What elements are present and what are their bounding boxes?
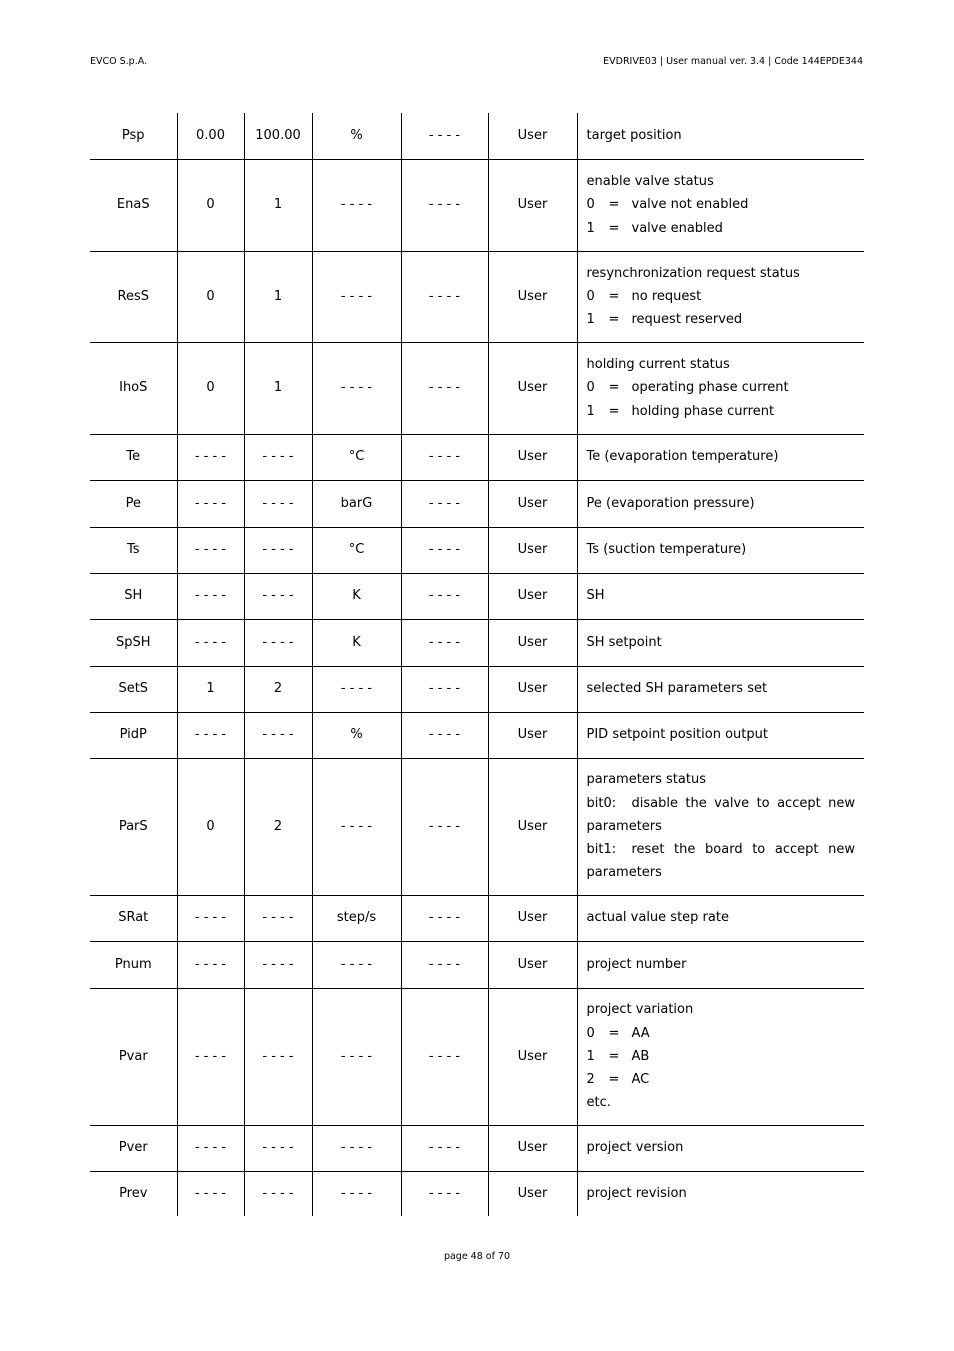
description-cell	[577, 666, 864, 712]
access-level-cell: User	[488, 758, 577, 895]
option-line	[587, 1068, 856, 1091]
param-label-cell: EnaS	[90, 159, 177, 251]
option-meaning: AB	[631, 1048, 650, 1064]
max-value-cell: 2	[244, 666, 312, 712]
description-cell	[577, 619, 864, 666]
bit-description-continued: parameters	[586, 818, 662, 834]
description-text: Pe (evaporation pressure)	[586, 495, 755, 511]
max-value-cell: - - - -	[244, 1125, 312, 1171]
header-document-info: EVDRIVE03 | User manual ver. 3.4 | Code 144EPDE344	[603, 56, 863, 67]
unit-cell: %	[312, 113, 401, 159]
bit-label: bit1:	[586, 842, 617, 858]
bit-line	[587, 792, 856, 815]
min-value-cell: 0	[177, 342, 244, 434]
min-value-cell: - - - -	[177, 1171, 244, 1216]
description-tail: etc.	[586, 1095, 611, 1111]
bit-line	[587, 838, 856, 861]
max-value-cell: - - - -	[244, 1171, 312, 1216]
option-equals: =	[608, 197, 620, 213]
max-value-cell: - - - -	[244, 712, 312, 758]
description-text: SH setpoint	[586, 634, 662, 650]
access-level-cell: User	[488, 941, 577, 988]
description-cell	[577, 988, 864, 1125]
table-row	[90, 342, 864, 434]
option-meaning: valve not enabled	[631, 197, 749, 213]
option-value: 0	[586, 288, 595, 304]
min-value-cell: 0	[177, 758, 244, 895]
access-level-cell: User	[488, 159, 577, 251]
access-level-cell: User	[488, 1171, 577, 1216]
description-text: actual value step rate	[586, 910, 729, 926]
option-equals: =	[608, 312, 620, 328]
table-row	[90, 113, 864, 159]
bit-description: reset the board to accept new	[631, 842, 855, 858]
description-text: holding current status	[586, 357, 730, 373]
unit-cell: - - - -	[312, 1171, 401, 1216]
description-text: selected SH parameters set	[586, 681, 768, 697]
default-value-cell: - - - -	[401, 988, 488, 1125]
option-meaning: no request	[631, 288, 702, 304]
max-value-cell: - - - -	[244, 619, 312, 666]
default-value-cell: - - - -	[401, 1171, 488, 1216]
bit-description: disable the valve to accept new	[631, 795, 855, 811]
description-cell	[577, 1125, 864, 1171]
description-cell	[577, 342, 864, 434]
default-value-cell: - - - -	[401, 895, 488, 941]
description-cell	[577, 712, 864, 758]
option-value: 0	[586, 380, 595, 396]
header-company: EVCO S.p.A.	[90, 56, 148, 67]
min-value-cell: - - - -	[177, 988, 244, 1125]
default-value-cell: - - - -	[401, 758, 488, 895]
param-label-cell: SH	[90, 573, 177, 619]
max-value-cell: - - - -	[244, 480, 312, 527]
unit-cell: - - - -	[312, 159, 401, 251]
option-meaning: operating phase current	[631, 380, 789, 396]
max-value-cell: - - - -	[244, 895, 312, 941]
default-value-cell: - - - -	[401, 527, 488, 573]
option-equals: =	[608, 1025, 620, 1041]
param-label-cell: SpSH	[90, 619, 177, 666]
description-text: PID setpoint position output	[586, 727, 768, 743]
param-label-cell: Pvar	[90, 988, 177, 1125]
description-cell	[577, 251, 864, 342]
table-row	[90, 941, 864, 988]
param-label-cell: Psp	[90, 113, 177, 159]
max-value-cell: - - - -	[244, 941, 312, 988]
table-row	[90, 1125, 864, 1171]
option-line	[587, 193, 856, 216]
description-text: project variation	[586, 1002, 694, 1018]
access-level-cell: User	[488, 342, 577, 434]
min-value-cell: - - - -	[177, 480, 244, 527]
bit-description-continued: parameters	[586, 865, 662, 881]
unit-cell: - - - -	[312, 941, 401, 988]
option-value: 1	[586, 220, 595, 236]
param-label-cell: Ts	[90, 527, 177, 573]
description-cell	[577, 480, 864, 527]
description-cell	[577, 527, 864, 573]
option-equals: =	[608, 403, 620, 419]
unit-cell: %	[312, 712, 401, 758]
description-cell	[577, 573, 864, 619]
param-label-cell: Pnum	[90, 941, 177, 988]
min-value-cell: 0.00	[177, 113, 244, 159]
default-value-cell: - - - -	[401, 712, 488, 758]
access-level-cell: User	[488, 113, 577, 159]
table-row	[90, 666, 864, 712]
max-value-cell: - - - -	[244, 527, 312, 573]
unit-cell: K	[312, 573, 401, 619]
option-line	[587, 285, 856, 308]
option-line	[587, 1045, 856, 1068]
option-equals: =	[608, 220, 620, 236]
description-cell	[577, 1171, 864, 1216]
unit-cell: step/s	[312, 895, 401, 941]
min-value-cell: - - - -	[177, 527, 244, 573]
option-value: 2	[586, 1072, 595, 1088]
min-value-cell: - - - -	[177, 434, 244, 480]
description-cell	[577, 434, 864, 480]
max-value-cell: - - - -	[244, 434, 312, 480]
description-cell	[577, 159, 864, 251]
unit-cell: °C	[312, 527, 401, 573]
unit-cell: - - - -	[312, 666, 401, 712]
default-value-cell: - - - -	[401, 159, 488, 251]
description-cell	[577, 758, 864, 895]
unit-cell: - - - -	[312, 251, 401, 342]
max-value-cell: 100.00	[244, 113, 312, 159]
access-level-cell: User	[488, 527, 577, 573]
table-row	[90, 1171, 864, 1216]
description-text: project version	[586, 1140, 684, 1156]
option-equals: =	[608, 1072, 620, 1088]
option-line	[587, 217, 856, 240]
table-row	[90, 434, 864, 480]
access-level-cell: User	[488, 712, 577, 758]
max-value-cell: 2	[244, 758, 312, 895]
unit-cell: °C	[312, 434, 401, 480]
min-value-cell: - - - -	[177, 573, 244, 619]
min-value-cell: 0	[177, 251, 244, 342]
description-text: Ts (suction temperature)	[586, 542, 747, 558]
access-level-cell: User	[488, 1125, 577, 1171]
option-equals: =	[608, 288, 620, 304]
access-level-cell: User	[488, 251, 577, 342]
option-line	[587, 376, 856, 399]
min-value-cell: 1	[177, 666, 244, 712]
default-value-cell: - - - -	[401, 619, 488, 666]
description-text: project number	[586, 956, 687, 972]
option-line	[587, 308, 856, 331]
table-row	[90, 988, 864, 1125]
min-value-cell: - - - -	[177, 941, 244, 988]
option-meaning: AC	[631, 1072, 650, 1088]
option-meaning: valve enabled	[631, 220, 723, 236]
max-value-cell: - - - -	[244, 573, 312, 619]
option-value: 0	[586, 1025, 595, 1041]
page-number: page 48 of 70	[443, 1251, 511, 1262]
param-label-cell: Pver	[90, 1125, 177, 1171]
access-level-cell: User	[488, 573, 577, 619]
param-label-cell: ResS	[90, 251, 177, 342]
access-level-cell: User	[488, 988, 577, 1125]
table-row	[90, 712, 864, 758]
description-cell	[577, 895, 864, 941]
description-cell	[577, 113, 864, 159]
option-line	[587, 400, 856, 423]
min-value-cell: - - - -	[177, 895, 244, 941]
table-row	[90, 527, 864, 573]
param-label-cell: SetS	[90, 666, 177, 712]
param-label-cell: Te	[90, 434, 177, 480]
description-text: parameters status	[586, 772, 706, 788]
description-text: SH	[586, 588, 605, 604]
access-level-cell: User	[488, 480, 577, 527]
option-value: 1	[586, 1048, 595, 1064]
default-value-cell: - - - -	[401, 941, 488, 988]
default-value-cell: - - - -	[401, 434, 488, 480]
max-value-cell: - - - -	[244, 988, 312, 1125]
param-label-cell: ParS	[90, 758, 177, 895]
description-text: enable valve status	[586, 174, 714, 190]
option-meaning: AA	[631, 1025, 650, 1041]
default-value-cell: - - - -	[401, 113, 488, 159]
table-row	[90, 895, 864, 941]
table-row	[90, 159, 864, 251]
unit-cell: barG	[312, 480, 401, 527]
description-text: target position	[586, 128, 682, 144]
access-level-cell: User	[488, 619, 577, 666]
default-value-cell: - - - -	[401, 573, 488, 619]
option-meaning: holding phase current	[631, 403, 775, 419]
param-label-cell: Pe	[90, 480, 177, 527]
default-value-cell: - - - -	[401, 342, 488, 434]
param-label-cell: Prev	[119, 1186, 148, 1202]
min-value-cell: - - - -	[177, 1125, 244, 1171]
option-value: 0	[586, 197, 595, 213]
access-level-cell: User	[488, 666, 577, 712]
table-row	[90, 251, 864, 342]
option-equals: =	[608, 380, 620, 396]
default-value-cell: - - - -	[401, 480, 488, 527]
unit-cell: - - - -	[312, 988, 401, 1125]
param-label-cell: PidP	[90, 712, 177, 758]
table-row	[90, 480, 864, 527]
default-value-cell: - - - -	[401, 251, 488, 342]
parameters-table	[90, 113, 864, 1216]
description-text: Te (evaporation temperature)	[586, 449, 779, 465]
unit-cell: K	[312, 619, 401, 666]
max-value-cell: 1	[244, 342, 312, 434]
default-value-cell: - - - -	[401, 666, 488, 712]
description-text: project revision	[586, 1186, 687, 1202]
param-label-cell: IhoS	[90, 342, 177, 434]
unit-cell: - - - -	[312, 1125, 401, 1171]
max-value-cell: 1	[244, 251, 312, 342]
access-level-cell: User	[488, 895, 577, 941]
unit-cell: - - - -	[312, 342, 401, 434]
description-text: resynchronization request status	[586, 265, 800, 281]
option-line	[587, 1022, 856, 1045]
min-value-cell: - - - -	[177, 712, 244, 758]
option-equals: =	[608, 1048, 620, 1064]
unit-cell: - - - -	[312, 758, 401, 895]
min-value-cell: 0	[177, 159, 244, 251]
table-row	[90, 573, 864, 619]
table-row	[90, 619, 864, 666]
max-value-cell: 1	[244, 159, 312, 251]
option-value: 1	[586, 312, 595, 328]
description-cell	[577, 941, 864, 988]
access-level-cell: User	[488, 434, 577, 480]
option-meaning: request reserved	[631, 312, 743, 328]
table-row	[90, 758, 864, 895]
bit-label: bit0:	[586, 795, 617, 811]
min-value-cell: - - - -	[177, 619, 244, 666]
param-label-cell: SRat	[90, 895, 177, 941]
option-value: 1	[586, 403, 595, 419]
default-value-cell: - - - -	[401, 1125, 488, 1171]
